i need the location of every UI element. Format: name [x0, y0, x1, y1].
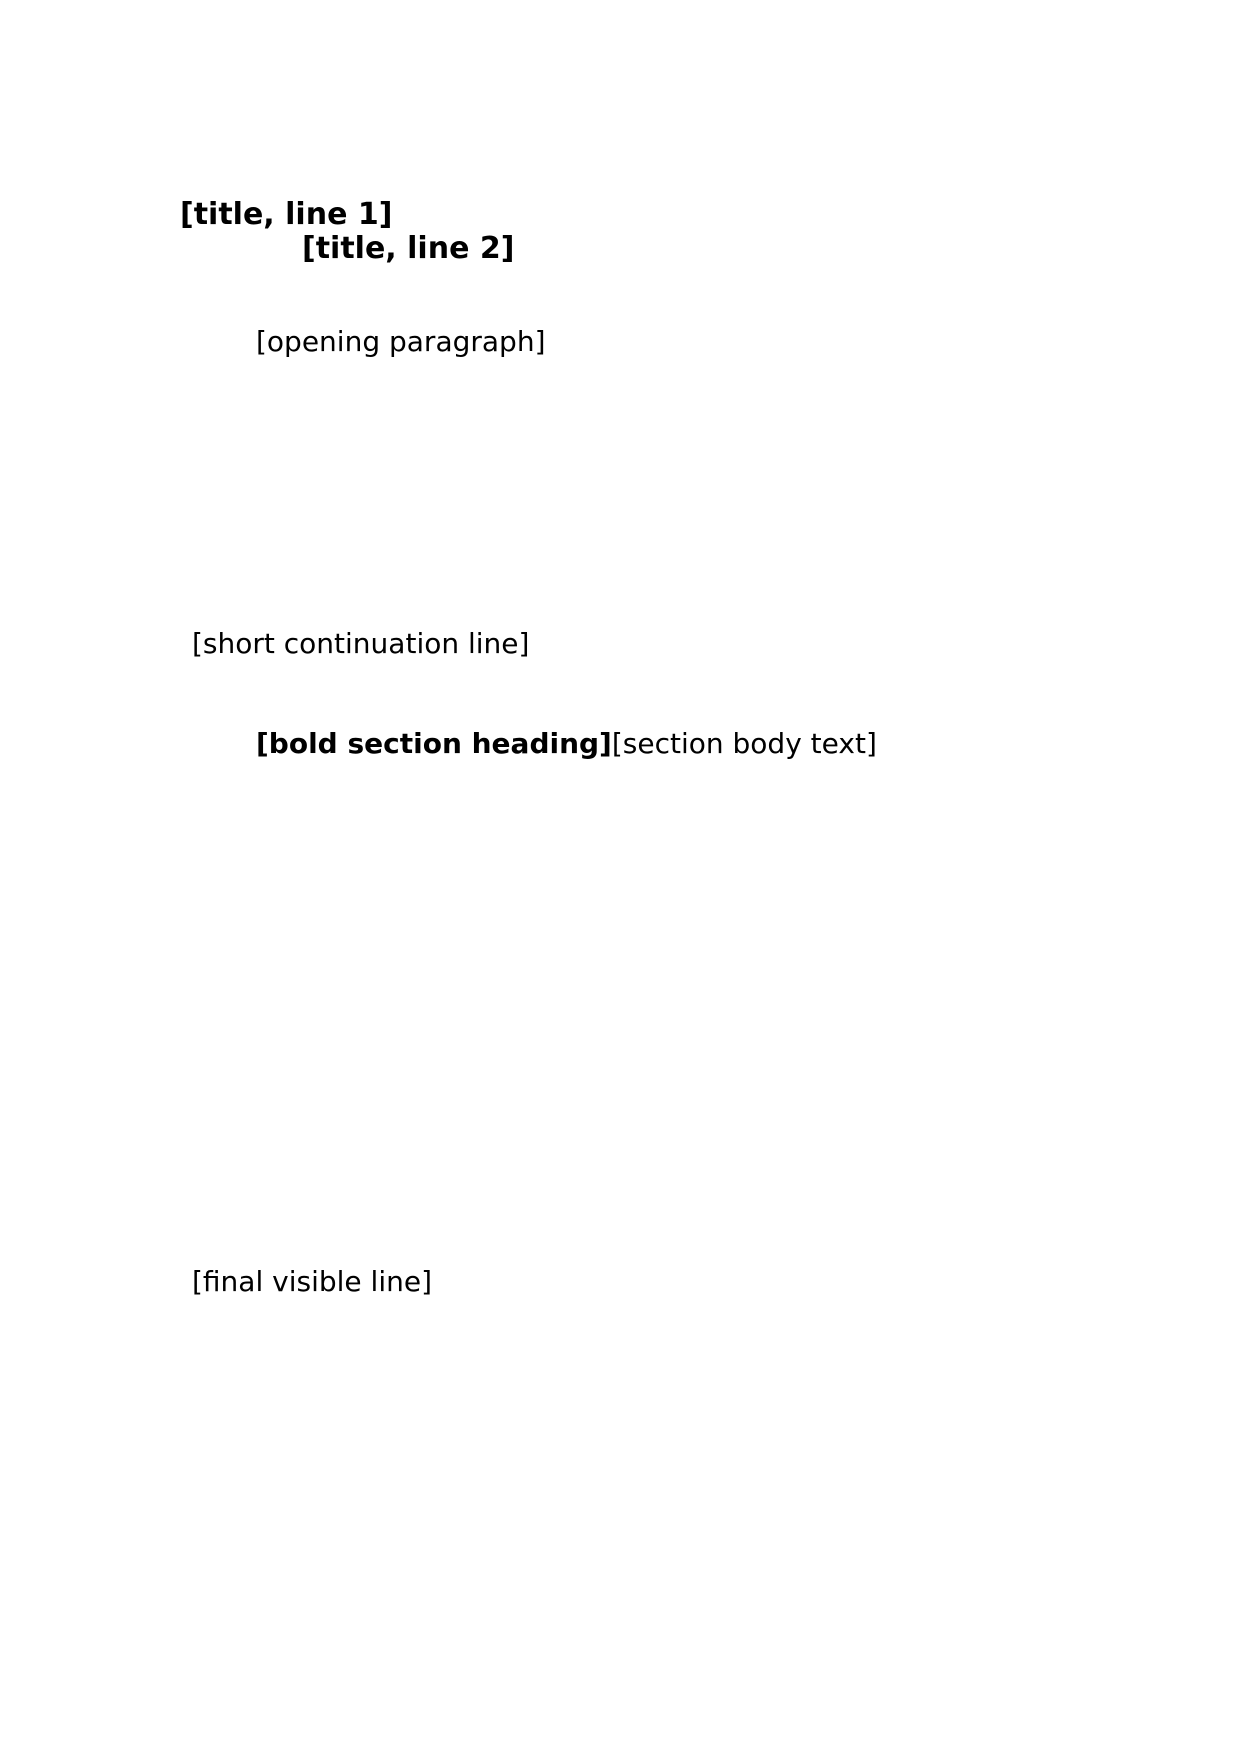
- section-body: [section body text]: [611, 727, 877, 760]
- paragraph-section-one: [192, 720, 1056, 767]
- document-title: [180, 198, 1060, 266]
- paragraph-continued: [final visible line]: [192, 1265, 432, 1298]
- paragraph-intro: [opening paragraph]: [256, 325, 546, 358]
- section-heading: [bold section heading]: [256, 727, 612, 760]
- title-line-2: [title, line 2]: [302, 231, 515, 267]
- title-line-1: [title, line 1]: [180, 197, 393, 233]
- paragraph-intro-continued: [short continuation line]: [192, 627, 530, 660]
